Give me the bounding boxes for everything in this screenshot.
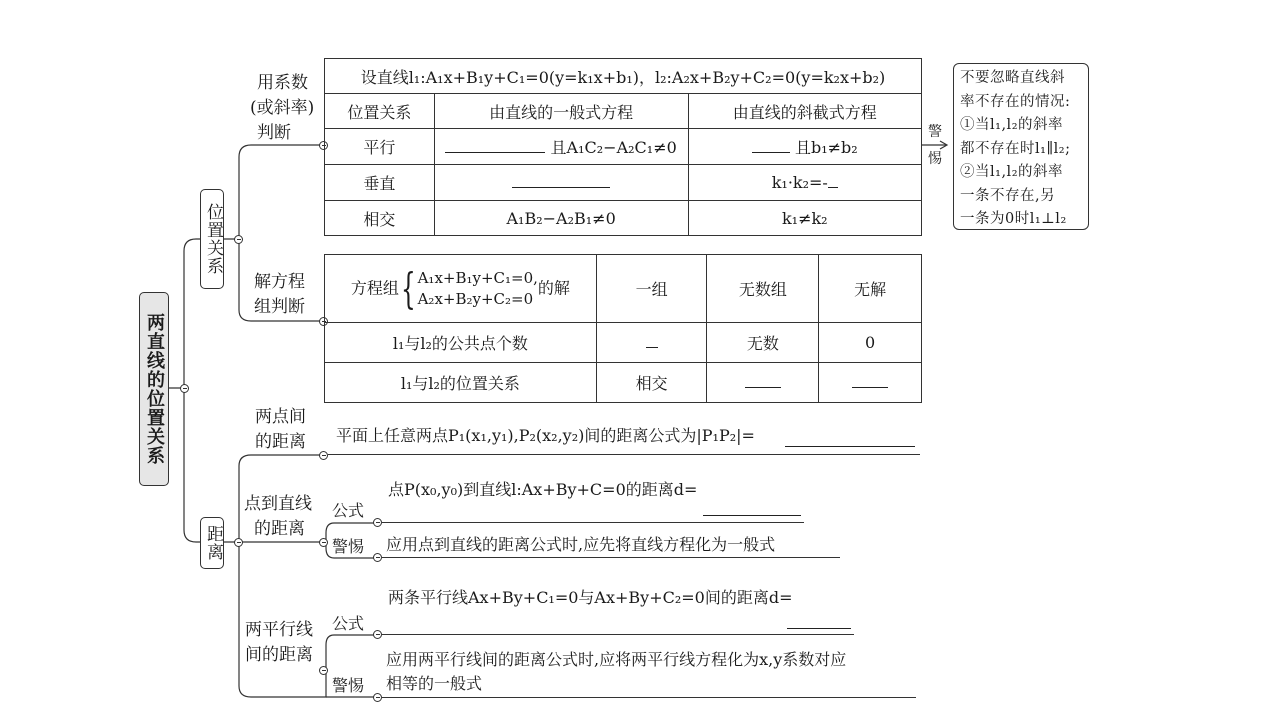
two-points-label-line2: 的距离 — [255, 432, 306, 452]
coef-slope-parallel — [688, 129, 921, 165]
coef-header-general: 由直线的一般式方程 — [434, 94, 688, 129]
coef-rel-perpendicular: 垂直 — [325, 165, 435, 201]
note-line: 不要忽略直线斜 — [960, 70, 1065, 86]
note-line: 都不存在时l₁∥l₂; — [960, 140, 1071, 157]
eq-row1-cell3: 0 — [819, 323, 922, 363]
two-points-collapse-icon[interactable] — [319, 451, 328, 460]
coef-slope-parallel-text: 且b₁≠b₂ — [794, 138, 858, 157]
parallel-warning-label: 警惕 — [332, 676, 365, 695]
answer-blank[interactable] — [787, 614, 851, 629]
coef-label-line3: 判断 — [257, 123, 291, 143]
answer-blank[interactable] — [785, 432, 915, 447]
note-line: ①当l₁,l₂的斜率 — [960, 117, 1064, 133]
warning-note — [953, 63, 1089, 230]
distance-label: 距离 — [203, 525, 223, 561]
point-line-formula-underline — [382, 522, 804, 523]
answer-blank[interactable] — [703, 501, 801, 516]
coef-general-perpendicular — [434, 165, 688, 201]
parallel-label-line2: 间的距离 — [245, 645, 313, 665]
position-label: 位置关系 — [203, 203, 223, 275]
eq-row2-cell2 — [707, 363, 819, 403]
answer-blank[interactable] — [752, 138, 790, 153]
root-collapse-icon[interactable] — [180, 384, 189, 393]
eq-system-eq1: A₁x+B₁y+C₁=0, — [417, 268, 538, 287]
eq-header-none: 无解 — [819, 255, 922, 323]
eq-row1-cell2: 无数 — [707, 323, 819, 363]
eq-header-infinite: 无数组 — [707, 255, 819, 323]
parallel-warning-text-line2: 相等的一般式 — [386, 674, 483, 693]
point-line-formula-icon[interactable] — [373, 518, 382, 527]
position-collapse-icon[interactable] — [234, 235, 243, 244]
answer-blank[interactable] — [646, 333, 658, 348]
answer-blank[interactable] — [445, 138, 545, 153]
eq-label-line1: 解方程 — [254, 272, 305, 292]
two-points-label-line1: 两点间 — [255, 407, 306, 427]
answer-blank[interactable] — [745, 373, 781, 388]
eq-system-cell — [325, 255, 597, 323]
coef-general-parallel-text: 且A₁C₂−A₂C₁≠0 — [550, 138, 677, 157]
coef-general-intersect: A₁B₂−A₂B₁≠0 — [434, 201, 688, 236]
eq-system — [418, 268, 538, 310]
parallel-collapse-icon[interactable] — [319, 666, 328, 675]
coef-rel-parallel: 平行 — [325, 129, 435, 165]
point-line-label-line2: 的距离 — [254, 519, 305, 539]
parallel-warning-underline — [382, 697, 916, 698]
eq-header-one: 一组 — [596, 255, 707, 323]
left-brace-icon: { — [400, 263, 416, 313]
coef-slope-intersect: k₁≠k₂ — [688, 201, 921, 236]
two-points-underline — [328, 454, 920, 455]
eq-row2-cell3 — [819, 363, 922, 403]
distance-node — [200, 517, 224, 569]
eq-row2-cell1: 相交 — [596, 363, 707, 403]
point-line-warning-underline — [382, 557, 840, 558]
note-line: 一条不存在,另 — [960, 187, 1056, 204]
parallel-warning-text-line1: 应用两平行线间的距离公式时,应将两平行线方程化为x,y系数对应 — [386, 650, 847, 669]
root-node — [139, 292, 169, 486]
answer-blank[interactable] — [852, 373, 888, 388]
point-line-formula-label: 公式 — [332, 501, 365, 520]
answer-blank[interactable] — [828, 173, 838, 188]
parallel-formula-text: 两条平行线Ax+By+C₁=0与Ax+By+C₂=0间的距离d= — [388, 588, 793, 607]
coef-row-parallel — [325, 129, 922, 165]
two-points-text: 平面上任意两点P₁(x₁,y₁),P₂(x₂,y₂)间的距离公式为|P₁P₂|= — [336, 426, 755, 445]
coef-table — [324, 58, 922, 236]
coef-slope-perpendicular-text: k₁·k₂=- — [771, 173, 828, 192]
eq-row-relation — [325, 363, 922, 403]
eq-system-suffix: 的解 — [537, 278, 570, 297]
note-line: 率不存在的情况: — [960, 93, 1071, 110]
coef-row-perpendicular — [325, 165, 922, 201]
eq-row1-cell1 — [596, 323, 707, 363]
parallel-formula-label: 公式 — [332, 614, 365, 633]
point-line-warning-label: 警惕 — [332, 537, 365, 556]
coef-rel-intersect: 相交 — [325, 201, 435, 236]
parallel-formula-icon[interactable] — [373, 630, 382, 639]
point-line-label-line1: 点到直线 — [244, 494, 312, 514]
coef-setup-text: 设直线l₁:A₁x+B₁y+C₁=0(y=k₁x+b₁)，l₂:A₂x+B₂y+C₂=0(y=k₂x+b₂) — [360, 67, 886, 87]
point-line-warning-text: 应用点到直线的距离公式时,应先将直线方程化为一般式 — [386, 535, 776, 554]
coef-label-line2: (或斜率) — [250, 98, 315, 118]
eq-table — [324, 254, 922, 403]
eq-label-line2: 组判断 — [254, 297, 305, 317]
parallel-warning-icon[interactable] — [373, 693, 382, 702]
eq-row-common-points — [325, 323, 922, 363]
point-line-formula-text: 点P(x₀,y₀)到直线l:Ax+By+C=0的距离d= — [388, 480, 698, 499]
coef-header-slope: 由直线的斜截式方程 — [688, 94, 921, 129]
warning-arrow-label-bottom: 惕 — [928, 151, 942, 167]
coef-label-line1: 用系数 — [257, 73, 308, 93]
point-line-warning-icon[interactable] — [373, 553, 382, 562]
parallel-label-line1: 两平行线 — [245, 620, 313, 640]
distance-collapse-icon[interactable] — [234, 538, 243, 547]
point-line-collapse-icon[interactable] — [319, 538, 328, 547]
coef-row-intersect — [325, 201, 922, 236]
position-node — [200, 189, 224, 289]
answer-blank[interactable] — [512, 173, 610, 188]
eq-system-eq2: A₂x+B₂y+C₂=0 — [417, 289, 534, 308]
coef-header-rel: 位置关系 — [325, 94, 435, 129]
eq-system-prefix: 方程组 — [350, 278, 399, 297]
coef-setup-cell — [325, 59, 922, 94]
note-line: 一条为0时l₁⊥l₂ — [960, 211, 1067, 227]
coef-general-parallel — [434, 129, 688, 165]
root-label: 两直线的位置关系 — [144, 313, 165, 465]
warning-arrow-label-top: 警 — [928, 124, 942, 140]
eq-row2-label: l₁与l₂的位置关系 — [325, 363, 597, 403]
parallel-formula-underline — [382, 634, 854, 635]
eq-row1-label: l₁与l₂的公共点个数 — [325, 323, 597, 363]
note-line: ②当l₁,l₂的斜率 — [960, 164, 1064, 180]
coef-slope-perpendicular — [688, 165, 921, 201]
